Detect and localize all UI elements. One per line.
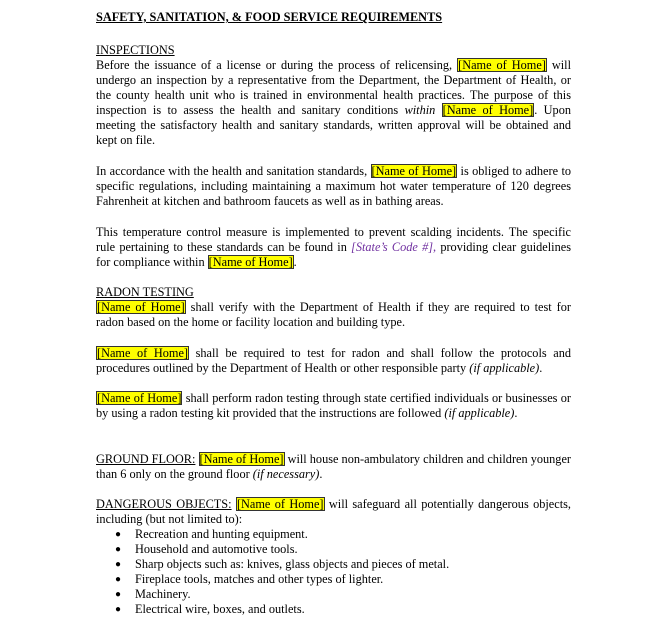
text-run: . <box>319 467 323 481</box>
section-heading: RADON TESTING <box>96 285 194 299</box>
italic-text: within <box>404 103 436 117</box>
state-code-reference: [State’s Code #], <box>351 240 437 254</box>
text-run: will house non-ambulatory children and children younger than 6 only on the ground floor <box>96 452 572 481</box>
list-item-text: Electrical wire, boxes, and outlets. <box>135 602 305 616</box>
section-heading: GROUND FLOOR: <box>96 452 196 466</box>
name-of-home-placeholder: [Name of Home] <box>458 58 546 72</box>
list-item-text: Household and automotive tools. <box>135 542 298 556</box>
radon-paragraph-2 <box>96 346 571 376</box>
italic-text: (if applicable) <box>469 361 540 375</box>
text-run: will undergo an inspection by a representative from the Department, the Department of Health, or the county health unit who is trained in environmental health practices. The purpose of this inspection is to assess the health and sanitary conditions <box>96 58 571 117</box>
list-item <box>96 527 449 542</box>
bullet-icon: ● <box>115 544 122 555</box>
text-run: shall verify with the Department of Health if they are required to test for radon based on the home or facility location and building type. <box>96 300 571 329</box>
bullet-icon: ● <box>115 559 122 570</box>
text-run: . Upon meeting the satisfactory health and sanitary standards, written approval will be obtained and kept on file. <box>96 103 571 147</box>
inspections-heading <box>96 43 571 58</box>
italic-text: (if applicable) <box>444 406 515 420</box>
name-of-home-placeholder: [Name of Home] <box>442 103 534 117</box>
name-of-home-placeholder: [Name of Home] <box>97 300 185 314</box>
text-run: is obliged to adhere to specific regulations, including maintaining a maximum hot water temperature of 120 degrees Fahrenheit at kitchen and bathroom faucets as well as in bathing areas. <box>96 164 572 208</box>
list-item <box>96 602 449 617</box>
list-item <box>96 587 449 602</box>
list-item <box>96 542 449 557</box>
dangerous-objects-paragraph <box>96 497 571 527</box>
name-of-home-placeholder: [Name of Home] <box>199 452 284 466</box>
section-heading: DANGEROUS OBJECTS: <box>96 497 232 511</box>
name-of-home-placeholder: [Name of Home] <box>208 255 293 269</box>
list-item <box>96 572 449 587</box>
list-item <box>96 557 449 572</box>
inspections-paragraph-1 <box>96 58 571 148</box>
name-of-home-placeholder: [Name of Home] <box>97 346 189 360</box>
list-item-text: Fireplace tools, matches and other types of lighter. <box>135 572 384 586</box>
name-of-home-placeholder: [Name of Home] <box>236 497 324 511</box>
text-run: In accordance with the health and sanitation standards, <box>96 164 371 178</box>
text-run: shall perform radon testing through state certified individuals or businesses or by using a radon testing kit provided that the instructions are followed <box>96 391 571 420</box>
ground-floor-paragraph <box>96 452 571 482</box>
inspections-paragraph-3 <box>96 225 571 270</box>
page-title: SAFETY, SANITATION, & FOOD SERVICE REQUIREMENTS <box>96 10 443 24</box>
text-run: . <box>539 361 543 375</box>
bullet-icon: ● <box>115 529 122 540</box>
text-run: This temperature control measure is implemented to prevent scalding incidents. The specific rule pertaining to these standards can be found in <box>96 225 571 254</box>
radon-paragraph-1 <box>96 300 571 330</box>
dangerous-objects-list <box>96 527 449 617</box>
radon-paragraph-3 <box>96 391 571 421</box>
text-run: providing clear guidelines for compliance within <box>96 240 571 269</box>
bullet-icon: ● <box>115 574 122 585</box>
inspections-paragraph-2 <box>96 164 571 209</box>
section-heading: INSPECTIONS <box>96 43 175 57</box>
text-run: Before the issuance of a license or during the process of relicensing, <box>96 58 458 72</box>
list-item-text: Recreation and hunting equipment. <box>135 527 308 541</box>
list-item-text: Machinery. <box>135 587 191 601</box>
bullet-icon: ● <box>115 604 122 615</box>
italic-text: (if necessary) <box>252 467 320 481</box>
text-run: will safeguard all potentially dangerous objects, including (but not limited to): <box>96 497 571 526</box>
text-run: . <box>514 406 518 420</box>
radon-heading <box>96 285 571 300</box>
name-of-home-placeholder: [Name of Home] <box>371 164 457 178</box>
bullet-icon: ● <box>115 589 122 600</box>
text-run: . <box>293 255 297 269</box>
text-run: shall be required to test for radon and shall follow the protocols and procedures outlined by the Department of Health or other responsible party <box>96 346 571 375</box>
name-of-home-placeholder: [Name of Home] <box>97 391 182 405</box>
list-item-text: Sharp objects such as: knives, glass objects and pieces of metal. <box>135 557 450 571</box>
